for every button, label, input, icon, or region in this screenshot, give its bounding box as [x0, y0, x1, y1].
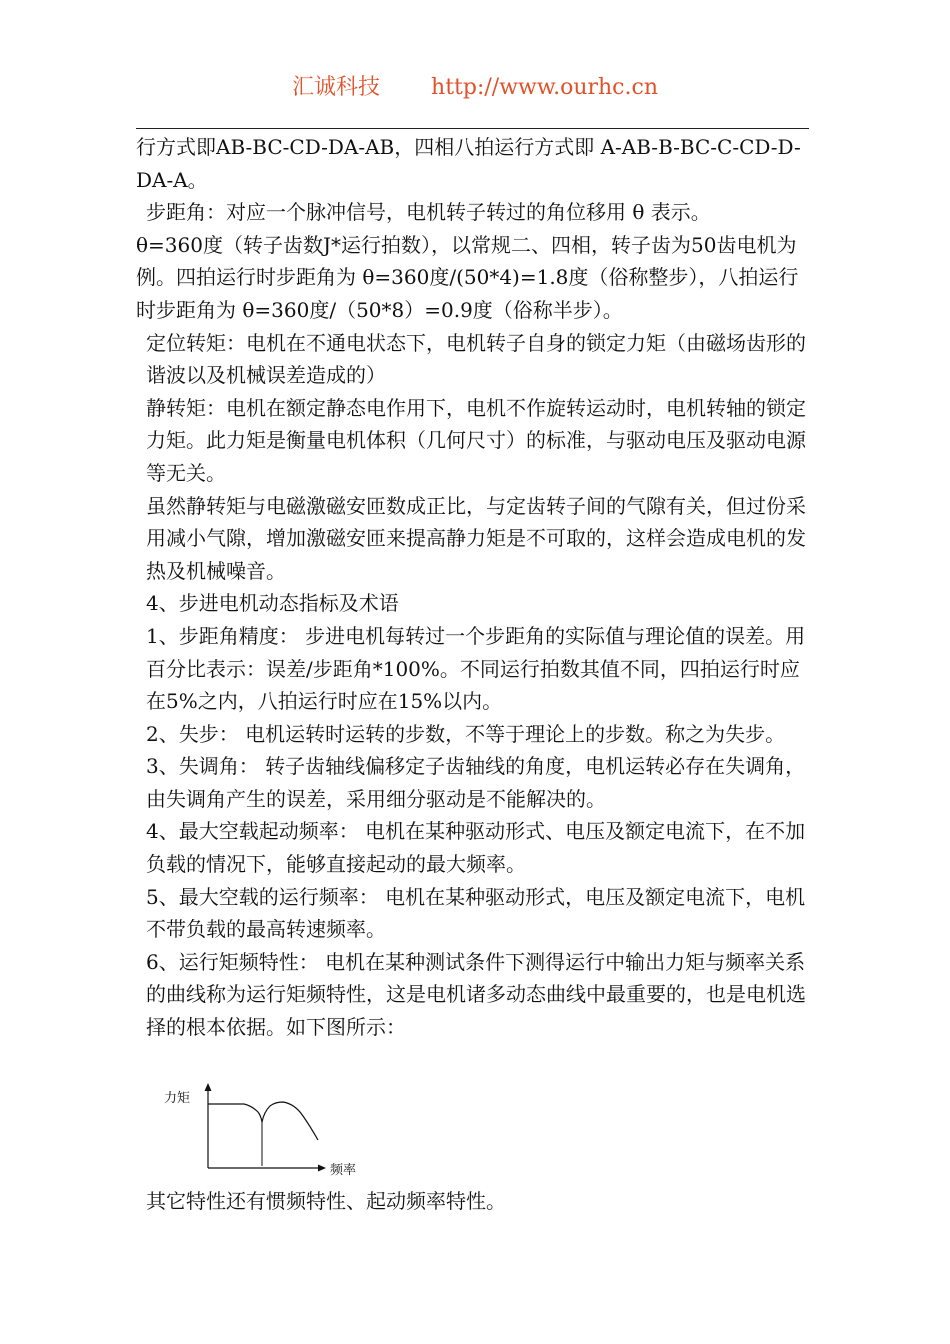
paragraph-max-run-frequency: 5、最大空载的运行频率： 电机在某种驱动形式，电压及额定电流下，电机不带负载的最高转速频率。 [146, 884, 806, 942]
paragraph-lost-step: 2、失步： 电机运转时运转的步数，不等于理论上的步数。称之为失步。 [146, 721, 786, 746]
header-brand: 汇诚科技 [292, 75, 381, 100]
paragraph-torque-frequency: 6、运行矩频特性： 电机在某种测试条件下测得运行中输出力矩与频率关系的曲线称为运行矩频特性，这是电机诸多动态曲线中最重要的，也是电机选择的根本依据。如下图所示： [146, 949, 806, 1040]
paragraph-step-angle: 步距角：对应一个脉冲信号，电机转子转过的角位移用 θ 表示。 [146, 200, 711, 225]
y-axis-arrow [205, 1083, 212, 1091]
header-divider [136, 128, 809, 129]
y-axis-label: 力矩 [164, 1091, 191, 1106]
torque-curve [208, 1102, 318, 1140]
paragraph-static-torque-note: 虽然静转矩与电磁激磁安匝数成正比，与定齿转子间的气隙有关，但过份采用减小气隙，增加激磁安匝来提高静力矩是不可取的，这样会造成电机的发热及机械噪音。 [146, 493, 806, 583]
document-body [136, 131, 812, 1044]
section-heading-dynamic: 4、步进电机动态指标及术语 [146, 591, 399, 616]
closing-paragraph: 其它特性还有惯频特性、起动频率特性。 [146, 1189, 506, 1213]
paragraph-misalignment-angle: 3、失调角： 转子齿轴线偏移定子齿轴线的角度，电机运转必存在失调角，由失调角产生的误差，采用细分驱动是不能解决的。 [146, 754, 806, 811]
x-axis-label: 频率 [330, 1163, 357, 1178]
header-url[interactable]: http://www.ourhc.cn [431, 75, 658, 100]
page-header [0, 70, 950, 101]
paragraph-max-start-frequency: 4、最大空载起动频率： 电机在某种驱动形式、电压及额定电流下，在不加负载的情况下，能够直接起动的最大频率。 [146, 819, 806, 877]
torque-frequency-figure [160, 1082, 380, 1182]
paragraph-detent-torque: 定位转矩：电机在不通电状态下，电机转子自身的锁定力矩（由磁场齿形的谐波以及机械误差造成的） [146, 330, 806, 388]
x-axis-arrow [318, 1165, 326, 1172]
paragraph-static-torque: 静转矩：电机在额定静态电作用下，电机不作旋转运动时，电机转轴的锁定力矩。此力矩是衡量电机体积（几何尺寸）的标准，与驱动电压及驱动电源等无关。 [146, 395, 806, 485]
paragraph-step-accuracy: 1、步距角精度： 步进电机每转过一个步距角的实际值与理论值的误差。用百分比表示：误差/步距角*100%。不同运行拍数其值不同，四拍运行时应在5%之内，八拍运行时应在15%以内。 [146, 623, 806, 714]
paragraph-step-angle-formula: θ=360度（转子齿数J*运行拍数），以常规二、四相，转子齿为50齿电机为例。四拍运行时步距角为 θ=360度/(50*4)=1.8度（俗称整步），八拍运行时步距角为 θ=360度/（50*8）=0.9度（俗称半步）。 [136, 232, 799, 322]
paragraph-run-mode: 行方式即AB-BC-CD-DA-AB，四相八拍运行方式即 A-AB-B-BC-C-CD-D-DA-A。 [136, 135, 801, 192]
